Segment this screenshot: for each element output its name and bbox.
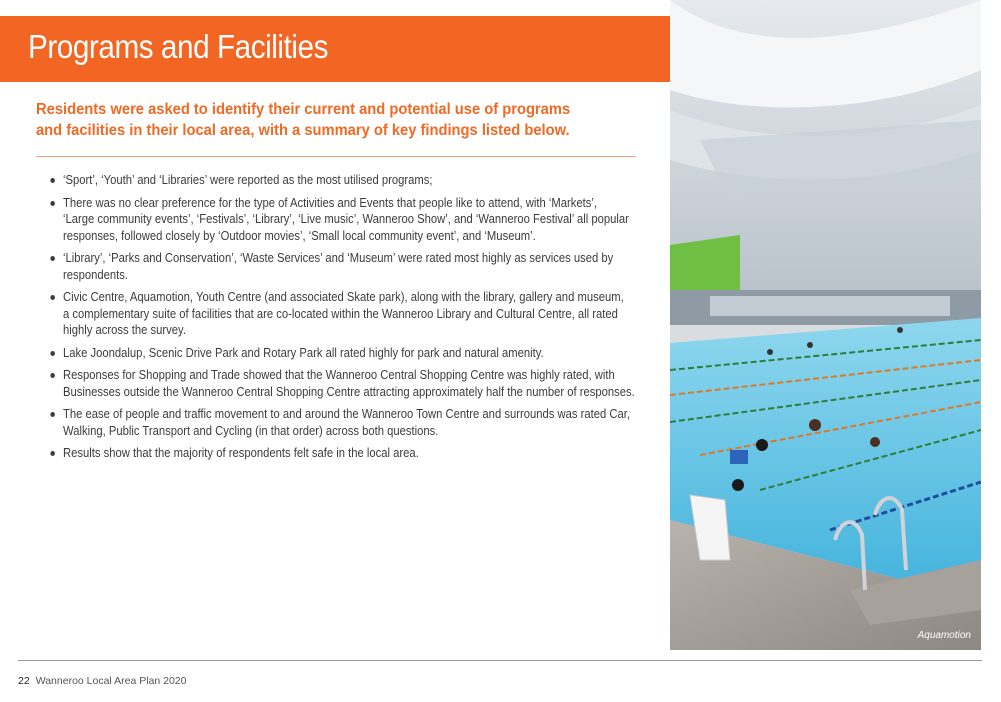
finding-text-line: Businesses outside the Wanneroo Central Shopping Centre attracting approximately half the number of responses. <box>63 384 635 399</box>
finding-item <box>36 289 624 339</box>
intro-line: Residents were asked to identify their current and potential use of programs <box>36 101 571 118</box>
finding-text-line: The ease of people and traffic movement to and around the Wanneroo Town Centre and surrounds was rated Car, <box>63 407 631 421</box>
finding-item <box>36 406 631 439</box>
page-title: Programs and Facilities <box>28 28 328 65</box>
finding-text-line: Walking, Public Transport and Cycling (in that order) across both questions. <box>63 423 439 438</box>
finding-item <box>36 195 629 245</box>
divider <box>36 156 636 157</box>
finding-text-line: There was no clear preference for the type of Activities and Events that people like to attend, with ‘Markets’, <box>63 195 598 210</box>
finding-text-line: highly across the survey. <box>63 323 186 337</box>
finding-item <box>36 367 635 400</box>
finding-item <box>36 250 612 283</box>
finding-text-line: ‘Large community events’, ‘Festivals’, ‘Library’, ‘Live music’, Wanneroo Show’, and ‘Wanneroo Festival’ all popular <box>63 212 629 226</box>
finding-text-line: ‘Library’, ‘Parks and Conservation’, ‘Waste Services’ and ‘Museum’ were rated most highly as services used by <box>63 251 614 265</box>
finding-text-line: respondents. <box>63 267 129 282</box>
document-title: Wanneroo Local Area Plan 2020 <box>35 675 187 687</box>
findings-list <box>36 172 635 468</box>
title-band <box>0 16 670 82</box>
finding-item <box>36 345 612 362</box>
finding-text-line: Responses for Shopping and Trade showed that the Wanneroo Central Shopping Centre was highly rated, with <box>63 368 615 382</box>
finding-item <box>36 445 612 462</box>
footer-divider <box>18 660 982 661</box>
intro-line: and facilities in their local area, with a summary of key findings listed below. <box>36 122 570 139</box>
pool-photo <box>670 0 981 650</box>
intro-paragraph <box>36 99 625 141</box>
footer <box>18 675 187 687</box>
pool-illustration <box>670 0 981 650</box>
finding-text-line: a complementary suite of facilities that are co-located within the Wanneroo Library and Cultural Centre, all rated <box>63 306 618 321</box>
finding-item <box>36 172 612 189</box>
finding-text-line: Civic Centre, Aquamotion, Youth Centre (and associated Skate park), along with the library, gallery and museum, <box>63 290 624 304</box>
finding-text-line: Lake Joondalup, Scenic Drive Park and Rotary Park all rated highly for park and natural amenity. <box>63 345 544 360</box>
photo-caption: Aquamotion <box>917 630 971 641</box>
finding-text-line: ‘Sport’, ‘Youth’ and ‘Libraries’ were reported as the most utilised programs; <box>63 173 433 187</box>
finding-text-line: responses, followed closely by ‘Outdoor movies’, ‘Small local community event’, and ‘Museum’. <box>63 228 536 243</box>
page-number: 22 <box>18 675 30 687</box>
finding-text-line: Results show that the majority of respondents felt safe in the local area. <box>63 446 419 460</box>
